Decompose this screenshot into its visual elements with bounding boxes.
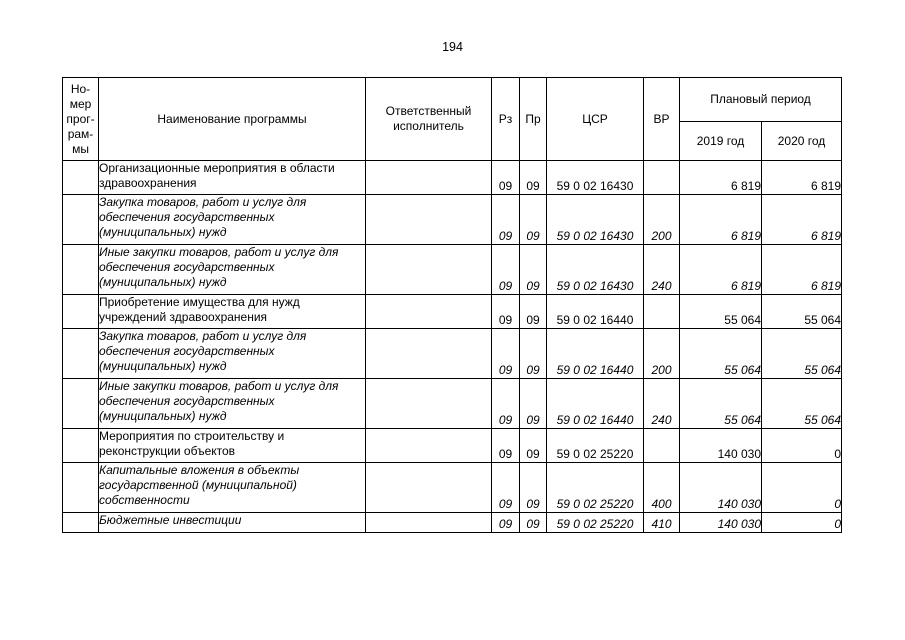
cell-csr: 59 0 02 16440	[547, 329, 644, 379]
cell-executor	[366, 295, 492, 329]
cell-pr: 09	[520, 379, 547, 429]
header-executor-text: Ответственный исполнитель	[385, 104, 472, 133]
cell-csr: 59 0 02 25220	[547, 513, 644, 533]
cell-pr: 09	[520, 463, 547, 513]
cell-num	[63, 295, 99, 329]
header-year-2019: 2019 год	[680, 122, 762, 161]
table-row	[63, 329, 842, 379]
cell-y2019: 6 819	[680, 245, 762, 295]
table-row	[63, 513, 842, 533]
header-rz: Рз	[492, 78, 520, 161]
cell-rz: 09	[492, 245, 520, 295]
cell-y2019: 6 819	[680, 195, 762, 245]
header-pr: Пр	[520, 78, 547, 161]
cell-y2019: 6 819	[680, 161, 762, 195]
cell-y2020: 0	[762, 513, 842, 533]
cell-y2020: 6 819	[762, 161, 842, 195]
cell-rz: 09	[492, 295, 520, 329]
cell-rz: 09	[492, 195, 520, 245]
cell-csr: 59 0 02 16430	[547, 161, 644, 195]
table-row	[63, 379, 842, 429]
cell-name: Бюджетные инвестиции	[99, 513, 366, 533]
table-row	[63, 463, 842, 513]
cell-pr: 09	[520, 513, 547, 533]
header-year-2020: 2020 год	[762, 122, 842, 161]
cell-pr: 09	[520, 329, 547, 379]
cell-csr: 59 0 02 16430	[547, 195, 644, 245]
cell-pr: 09	[520, 295, 547, 329]
cell-pr: 09	[520, 195, 547, 245]
header-program-number: Но- мер прог- рам- мы	[63, 78, 99, 161]
cell-name: Иные закупки товаров, работ и услуг для обеспечения государственных (муниципальных) нужд	[99, 379, 366, 429]
cell-name: Приобретение имущества для нужд учреждений здравоохранения	[99, 295, 366, 329]
cell-y2020: 55 064	[762, 295, 842, 329]
table-row	[63, 429, 842, 463]
cell-name: Иные закупки товаров, работ и услуг для обеспечения государственных (муниципальных) нужд	[99, 245, 366, 295]
cell-y2019: 55 064	[680, 329, 762, 379]
cell-num	[63, 463, 99, 513]
cell-rz: 09	[492, 329, 520, 379]
cell-name: Закупка товаров, работ и услуг для обеспечения государственных (муниципальных) нужд	[99, 329, 366, 379]
cell-executor	[366, 195, 492, 245]
cell-num	[63, 513, 99, 533]
cell-executor	[366, 161, 492, 195]
cell-vr: 240	[644, 245, 680, 295]
cell-vr	[644, 161, 680, 195]
header-program-name: Наименование программы	[99, 78, 366, 161]
cell-executor	[366, 329, 492, 379]
cell-num	[63, 245, 99, 295]
cell-num	[63, 195, 99, 245]
cell-rz: 09	[492, 513, 520, 533]
cell-executor	[366, 245, 492, 295]
cell-rz: 09	[492, 161, 520, 195]
cell-vr: 240	[644, 379, 680, 429]
cell-num	[63, 329, 99, 379]
page-number: 194	[442, 40, 463, 54]
cell-y2019: 140 030	[680, 463, 762, 513]
cell-vr	[644, 429, 680, 463]
cell-num	[63, 161, 99, 195]
cell-executor	[366, 379, 492, 429]
header-csr: ЦСР	[547, 78, 644, 161]
header-vr: ВР	[644, 78, 680, 161]
cell-rz: 09	[492, 429, 520, 463]
header-executor	[366, 78, 492, 161]
cell-vr: 200	[644, 329, 680, 379]
cell-vr: 200	[644, 195, 680, 245]
program-table	[62, 77, 842, 533]
cell-y2020: 0	[762, 429, 842, 463]
table-row	[63, 295, 842, 329]
cell-name: Закупка товаров, работ и услуг для обеспечения государственных (муниципальных) нужд	[99, 195, 366, 245]
cell-y2020: 0	[762, 463, 842, 513]
cell-pr: 09	[520, 429, 547, 463]
header-plan-period: Плановый период	[680, 78, 842, 122]
cell-y2020: 55 064	[762, 379, 842, 429]
cell-y2019: 55 064	[680, 295, 762, 329]
cell-csr: 59 0 02 16440	[547, 295, 644, 329]
table-row	[63, 195, 842, 245]
cell-vr: 400	[644, 463, 680, 513]
cell-executor	[366, 513, 492, 533]
cell-name: Капитальные вложения в объекты государственной (муниципальной) собственности	[99, 463, 366, 513]
cell-y2019: 140 030	[680, 513, 762, 533]
cell-executor	[366, 463, 492, 513]
table-row	[63, 161, 842, 195]
cell-pr: 09	[520, 245, 547, 295]
cell-rz: 09	[492, 379, 520, 429]
cell-num	[63, 379, 99, 429]
cell-csr: 59 0 02 16430	[547, 245, 644, 295]
cell-csr: 59 0 02 16440	[547, 379, 644, 429]
cell-csr: 59 0 02 25220	[547, 429, 644, 463]
cell-vr	[644, 295, 680, 329]
cell-csr: 59 0 02 25220	[547, 463, 644, 513]
cell-y2019: 55 064	[680, 379, 762, 429]
table-row	[63, 245, 842, 295]
cell-vr: 410	[644, 513, 680, 533]
cell-y2019: 140 030	[680, 429, 762, 463]
cell-name: Организационные мероприятия в области здравоохранения	[99, 161, 366, 195]
cell-executor	[366, 429, 492, 463]
cell-y2020: 6 819	[762, 245, 842, 295]
cell-name: Мероприятия по строительству и реконструкции объектов	[99, 429, 366, 463]
cell-num	[63, 429, 99, 463]
cell-rz: 09	[492, 463, 520, 513]
cell-y2020: 55 064	[762, 329, 842, 379]
cell-pr: 09	[520, 161, 547, 195]
cell-y2020: 6 819	[762, 195, 842, 245]
